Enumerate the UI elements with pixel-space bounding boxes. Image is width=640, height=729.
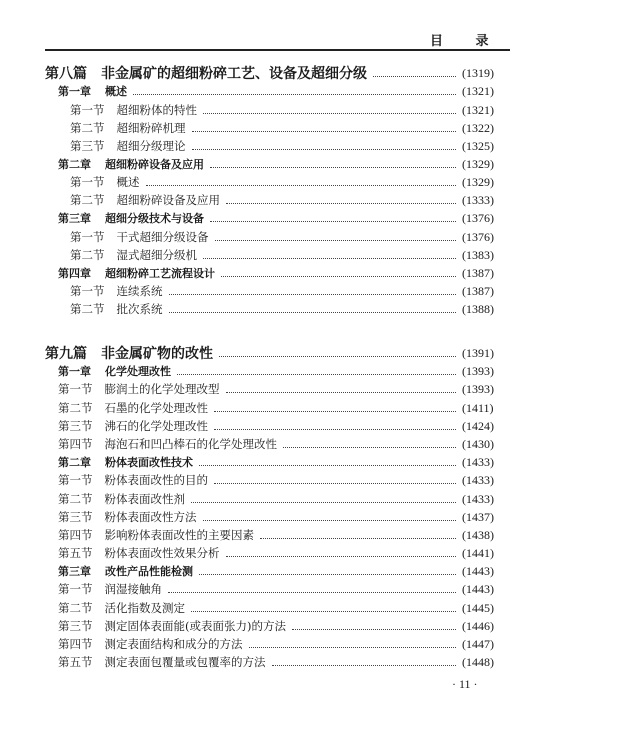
toc-entry-section [58, 526, 510, 544]
toc-entry-page: (1424) [462, 418, 494, 433]
dot-leader [272, 665, 457, 666]
dot-leader [191, 502, 456, 503]
toc-entry-label: 第二节 [58, 601, 93, 615]
toc-entry-title: 海泡石和凹凸棒石的化学处理改性 [104, 437, 277, 451]
toc-entry-title: 粉体表面改性技术 [105, 456, 193, 469]
toc-entry-page: (1387) [462, 265, 494, 280]
toc-entry-section [70, 101, 510, 119]
toc-entry-label: 第一节 [58, 473, 93, 487]
toc-entry-page: (1411) [462, 400, 494, 415]
toc-entry-page: (1447) [462, 636, 494, 651]
toc-entry-page: (1387) [462, 283, 494, 298]
dot-leader [192, 131, 457, 132]
toc-entry-title: 沸石的化学处理改性 [104, 419, 208, 433]
toc-entry-title: 润湿接触角 [104, 582, 162, 596]
toc-entry-label: 第二节 [58, 492, 93, 506]
toc-entry-title: 连续系统 [116, 284, 163, 298]
toc-entry-title: 粉体表面改性效果分析 [104, 546, 220, 560]
toc-entry-page: (1393) [462, 381, 494, 396]
dot-leader [219, 356, 456, 357]
toc-entry-title: 粉体表面改性方法 [104, 510, 197, 524]
toc-entry-section [70, 191, 510, 209]
header-rule [45, 49, 510, 51]
toc-entry-label: 第五节 [58, 546, 93, 560]
dot-leader [199, 465, 456, 466]
dot-leader [169, 312, 457, 313]
toc-entry-page: (1388) [462, 301, 494, 316]
toc-entry-page: (1391) [462, 345, 494, 360]
toc-entry-title: 超细分级理论 [116, 139, 186, 153]
toc-entry-title: 粉体表面改性的目的 [104, 473, 208, 487]
toc-entry-title: 化学处理改性 [105, 365, 171, 378]
toc-entry-title: 湿式超细分级机 [116, 248, 197, 262]
toc-entry-label: 第一章 [58, 365, 91, 378]
toc-entry-title: 超细粉碎设备及应用 [105, 158, 204, 171]
toc-entry-label: 第三章 [58, 212, 91, 225]
toc-entry-part [45, 344, 510, 362]
toc-entry-section [70, 282, 510, 300]
toc-entry-page: (1437) [462, 509, 494, 524]
toc-entry-label: 第一节 [58, 582, 93, 596]
toc-entry-chapter [58, 562, 510, 580]
toc-entry-label: 第四节 [58, 437, 93, 451]
toc-entry-page: (1441) [462, 545, 494, 560]
toc-entry-title: 测定表面包覆量或包覆率的方法 [104, 655, 266, 669]
toc-entry-label: 第二节 [58, 401, 93, 415]
toc-entry-section [70, 137, 510, 155]
toc-entry-label: 第五节 [58, 655, 93, 669]
toc-entry-title: 超细粉碎设备及应用 [116, 193, 220, 207]
toc-entry-section [58, 544, 510, 562]
toc-entry-title: 干式超细分级设备 [116, 230, 209, 244]
toc-entry-page: (1448) [462, 654, 494, 669]
toc-entry-label: 第一节 [70, 230, 105, 244]
toc-entry-title: 粉体表面改性剂 [104, 492, 185, 506]
toc-entry-page: (1319) [462, 65, 494, 80]
dot-leader [226, 556, 457, 557]
toc-entry-section [58, 617, 510, 635]
toc-entry-page: (1376) [462, 229, 494, 244]
toc-entry-label: 第一节 [58, 382, 93, 396]
toc-entry-chapter [58, 453, 510, 471]
toc-entry-page: (1325) [462, 138, 494, 153]
dot-leader [210, 221, 456, 222]
toc-entry-label: 第八篇 [45, 66, 87, 82]
toc-entry-section [58, 635, 510, 653]
toc-entry-page: (1446) [462, 618, 494, 633]
toc-entry-label: 第一节 [70, 284, 105, 298]
dot-leader [177, 374, 456, 375]
toc-entry-label: 第二章 [58, 158, 91, 171]
dot-leader [215, 240, 457, 241]
toc-entry-title: 批次系统 [116, 302, 163, 316]
dot-leader [203, 113, 456, 114]
dot-leader [210, 167, 456, 168]
toc-entry-title: 活化指数及测定 [104, 601, 185, 615]
toc-entry-label: 第一节 [70, 175, 105, 189]
dot-leader [221, 276, 456, 277]
toc-entry-page: (1376) [462, 210, 494, 225]
dot-leader [192, 149, 457, 150]
toc-entry-chapter [58, 155, 510, 173]
toc-entry-label: 第二节 [70, 193, 105, 207]
dot-leader [203, 520, 457, 521]
toc-entry-title: 概述 [105, 85, 127, 98]
toc-entry-page: (1430) [462, 436, 494, 451]
toc-entry-title: 超细粉碎工艺流程设计 [105, 267, 215, 280]
toc-entry-label: 第二章 [58, 456, 91, 469]
toc-entry-page: (1321) [462, 83, 494, 98]
dot-leader [191, 611, 456, 612]
toc-entry-section [70, 246, 510, 264]
toc-entry-section [58, 399, 510, 417]
toc-entry-title: 超细粉体的特性 [116, 103, 197, 117]
toc-entry-label: 第九篇 [45, 346, 87, 362]
toc-entry-title: 测定固体表面能(或表面张力)的方法 [104, 619, 286, 633]
dot-leader [146, 185, 457, 186]
toc-entry-page: (1443) [462, 563, 494, 578]
toc-entry-section [70, 300, 510, 318]
toc-entry-page: (1383) [462, 247, 494, 262]
dot-leader [373, 76, 456, 77]
toc-entry-label: 第四章 [58, 267, 91, 280]
toc-entry-section [70, 228, 510, 246]
toc-entry-label: 第三节 [58, 419, 93, 433]
dot-leader [169, 294, 457, 295]
toc-entry-section [58, 653, 510, 671]
dot-leader [249, 647, 457, 648]
toc-entry-page: (1329) [462, 174, 494, 189]
toc-entry-chapter [58, 362, 510, 380]
toc-entry-label: 第三节 [58, 619, 93, 633]
toc-entry-page: (1333) [462, 192, 494, 207]
toc-entry-title: 测定表面结构和成分的方法 [104, 637, 243, 651]
toc-entry-page: (1433) [462, 491, 494, 506]
toc-entry-part [45, 64, 510, 82]
toc-entry-page: (1443) [462, 581, 494, 596]
toc-entry-chapter [58, 209, 510, 227]
dot-leader [214, 429, 456, 430]
toc-entry-label: 第二节 [70, 121, 105, 135]
toc-entry-label: 第一章 [58, 85, 91, 98]
page-number: · 11 · [452, 677, 478, 691]
dot-leader [168, 592, 456, 593]
dot-leader [199, 574, 456, 575]
dot-leader [214, 483, 456, 484]
page-title: 目 录 [430, 34, 503, 49]
dot-leader [203, 258, 456, 259]
toc-entry-label: 第二节 [70, 248, 105, 262]
toc-entry-page: (1433) [462, 454, 494, 469]
toc-entry-title: 非金属矿的超细粉碎工艺、设备及超细分级 [101, 66, 367, 82]
toc-entry-label: 第三章 [58, 565, 91, 578]
dot-leader [283, 447, 456, 448]
toc-entry-chapter [58, 264, 510, 282]
toc-entry-title: 概述 [116, 175, 140, 189]
toc-entry-label: 第一节 [70, 103, 105, 117]
toc-entry-page: (1322) [462, 120, 494, 135]
toc-entry-page: (1438) [462, 527, 494, 542]
toc-entry-section [58, 490, 510, 508]
toc-entry-title: 超细粉碎机理 [116, 121, 186, 135]
toc-entry-section [58, 380, 510, 398]
dot-leader [260, 538, 456, 539]
toc-entry-label: 第三节 [58, 510, 93, 524]
dot-leader [292, 629, 456, 630]
dot-leader [214, 411, 456, 412]
toc-entry-section [58, 599, 510, 617]
toc-entry-page: (1393) [462, 363, 494, 378]
toc-entry-page: (1321) [462, 102, 494, 117]
toc-entry-section [58, 471, 510, 489]
toc-entry-title: 改性产品性能检测 [105, 565, 193, 578]
dot-leader [133, 94, 456, 95]
toc-entry-section [58, 435, 510, 453]
toc-entry-title: 超细分级技术与设备 [105, 212, 204, 225]
toc-entry-chapter [58, 82, 510, 100]
toc-entry-section [70, 119, 510, 137]
toc-entry-title: 膨润土的化学处理改型 [104, 382, 220, 396]
toc-entry-page: (1445) [462, 600, 494, 615]
toc-entry-title: 非金属矿物的改性 [101, 346, 213, 362]
toc-entry-label: 第四节 [58, 528, 93, 542]
toc-entry-section [70, 173, 510, 191]
dot-leader [226, 392, 457, 393]
toc-entry-label: 第三节 [70, 139, 105, 153]
toc-entry-label: 第二节 [70, 302, 105, 316]
toc-entry-section [58, 417, 510, 435]
toc-entry-title: 石墨的化学处理改性 [104, 401, 208, 415]
toc-entry-title: 影响粉体表面改性的主要因素 [104, 528, 254, 542]
toc-entry-page: (1329) [462, 156, 494, 171]
dot-leader [226, 203, 456, 204]
toc-entry-label: 第四节 [58, 637, 93, 651]
toc-entry-page: (1433) [462, 472, 494, 487]
toc-entry-section [58, 508, 510, 526]
toc-entry-section [58, 580, 510, 598]
